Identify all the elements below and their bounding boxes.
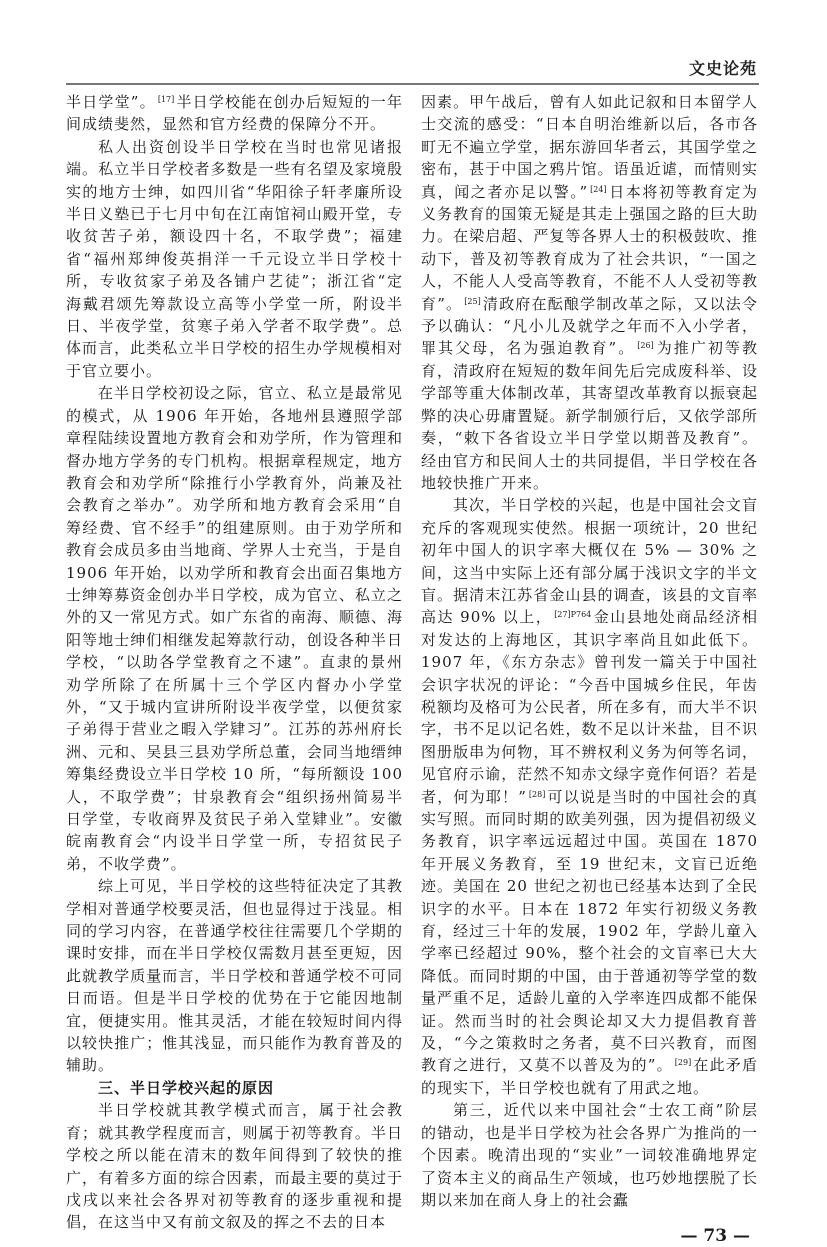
citation-ref: [24]: [590, 184, 607, 194]
paragraph: [66, 875, 403, 1077]
right-text-column: [421, 91, 758, 1247]
paragraph-text: 因素。甲午战后，曾有人如此记叙和日本留学人士交流的感受：“日本自明治维新以后，各市各町无不遍立学堂，据东游回华者云，其国学堂之密布，甚于中国之鸦片馆。语虽近谑，而情则实真，闻之者亦足以警。”: [421, 93, 758, 201]
citation-ref: [17]: [157, 95, 175, 104]
paragraph-text: 可以说是当时的中国社会的真实写照。而同时期的欧美列强，因为提倡初级义务教育，识字率远远超过中国。英国在 1870 年开展义务教育，至 19 世纪末，文盲已近绝迹。美国在 20 世纪之初也已经基本达到了全民识字的水平。日本在 1872 年实行初级义务教育，经过三十年的发展，1902 年，学龄儿童入学率已经超过 90%，整个社会的文盲率已大大降低。而同时期的中国，由于普通初等学堂的数量严重不足，适龄儿童的入学率连四成都不能保证。然而当时的社会舆论却又大力提倡教育普及，“今之策救时之务者，莫不曰兴教育，而图教育之进行，又莫不以普及为的”。: [421, 787, 758, 1075]
header-divider: [66, 83, 759, 85]
paragraph-text: 其次，半日学校的兴起，也是中国社会文盲充斥的客观现实使然。根据一项统计，20 世纪初年中国人的识字率大概仅在 5% — 30% 之间，这当中实际上还有部分属于浅识文字的半文盲。据清末江苏省金山县的调查，该县的文盲率高达 90% 以上，: [421, 496, 758, 627]
paragraph-text: 半日学堂”。: [66, 93, 156, 111]
paragraph-text: 清政府在酝酿学制改革之际，又以法令予以确认：“凡小儿及就学之年而不入小学者，罪其父母，名为强迫教育”。: [421, 294, 758, 358]
paragraph-text: 金山县地处商品经济相对发达的上海地区，其识字率尚且如此低下。1907 年，《东方杂志》曾刊发一篇关于中国社会识字状况的评论：“今吾中国城乡住民，年齿税额均及格可为公民者，所在多有，而大半不识字，书不足以记名姓，数不足以计米盐，目不识图册版串为何物，耳不辨权利义务为何等名词，见官府示谕，茫然不知赤文绿字竟作何语？若是者，何为耶！”: [421, 608, 758, 806]
citation-ref: [25]: [464, 296, 481, 306]
paragraph: [66, 91, 403, 136]
paragraph-text: 为推广初等教育，清政府在短短的数年间先后完成废科举、设学部等重大体制改革，其寄望改革教育以振衰起弊的决心毋庸置疑。新学制颁行后，又依学部所奏，“敕下各省设立半日学堂以期普及教育”。经由官方和民间人士的共同提倡，半日学校在各地较快推广开来。: [421, 339, 758, 492]
paragraph-text: 半日学校能在创办后短短的一年间成绩斐然，显然和官方经费的保障分不开。: [66, 93, 403, 134]
paragraph-text: 第三，近代以来中国社会“士农工商”阶层的错动，也是半日学校为社会各界广为推尚的一个因素。晚清出现的“实业”一词较准确地界定了资本主义的商品生产领域，也巧妙地摆脱了长期以来加在商人身上的社会蠹: [421, 1101, 758, 1209]
paragraph-text: 半日学校就其教学模式而言，属于社会教育；就其教学程度而言，则属于初等教育。半日学校之所以能在清末的数年间得到了较快的推广，有着多方面的综合因素，而最主要的莫过于戊戌以来社会各界对初等教育的逐步重视和提倡，在这当中又有前文叙及的挥之不去的日本: [66, 1101, 403, 1232]
paragraph: [421, 494, 758, 1099]
paragraph-text: 综上可见，半日学校的这些特征决定了其教学相对普通学校要灵活，但也显得过于浅显。相同的学习内容，在普通学校往往需要几个学期的课时安排，而在半日学校仅需数月甚至更短，因此就教学质量而言，半日学校和普通学校不可同日而语。但是半日学校的优势在于它能因地制宜，便捷实用。惟其灵活，才能在较短时间内得以较快推广；惟其浅显，而只能作为教育普及的辅助。: [66, 877, 403, 1075]
paragraph: [66, 1099, 403, 1233]
paragraph: [66, 136, 403, 382]
paragraph: [421, 91, 758, 494]
citation-ref: [26]: [637, 341, 654, 351]
paragraph-text: 私人出资创设半日学校在当时也常见诸报端。私立半日学校者多数是一些有名望及家境殷实的地方士绅，如四川省“华阳徐子轩孝廉所设半日义塾已于七月中旬在江南馆祠山殿开堂，专收贫苦子弟，额设四十名，不取学费”；福建省“福州郑绅俊英捐洋一千元设立半日学校十所，专收贫家子弟及各铺户艺徒”；浙江省“定海戴君颂先筹款设立高等小学堂一所，附设半日、半夜学堂，贫寒子弟入学者不取学费”。总体而言，此类私立半日学校的招生办学规模相对于官立要小。: [66, 137, 403, 380]
paragraph-text: 日本将初等教育定为义务教育的国策无疑是其走上强国之路的巨大助力。在梁启超、严复等各界人士的积极鼓吹、推动下，普及初等教育成为了社会共识，“一国之人，不能人人受高等教育，不能不人人受初等教育”。: [421, 182, 758, 313]
page-number: — 73 —: [680, 1226, 750, 1247]
left-text-column: [66, 91, 403, 1234]
paragraph-text: 在半日学校初设之际，官立、私立是最常见的模式，从 1906 年开始，各地州县遵照学部章程陆续设置地方教育会和劝学所，作为管理和督办地方学务的专门机构。根据章程规定，地方教育会和劝学所“除推行小学教育外，尚兼及社会教育之举办”。劝学所和地方教育会采用“自筹经费、官不经手”的组建原则。由于劝学所和教育会成员多由当地商、学界人士充当，于是自 1906 年开始，以劝学所和教育会出面召集地方士绅筹募资金创办半日学校，成为官立、私立之外的又一常见方式。如广东省的南海、顺德、海阳等地士绅们相继发起筹款行动，创设各种半日学校，“以助各学堂教育之不逮”。直隶的景州劝学所除了在所属十三个学区内督办小学堂外，“又于城内宣讲所附设半夜学堂，以便贫家子弟得于营业之暇入学肄习”。江苏的苏州府长洲、元和、吴县三县劝学所总董，会同当地缙绅筹集经费设立半日学校 10 所，“每所额设 100 人，不取学费”；甘泉教育会“组织扬州简易半日学堂，专收商界及贫民子弟入堂肄业”。安徽皖南教育会“内设半日学堂一所，专招贫民子弟，不收学费”。: [66, 384, 403, 873]
paragraph: [66, 382, 403, 875]
citation-ref: [27]P764: [554, 610, 592, 620]
paragraph-text: 在此矛盾的现实下，半日学校也就有了用武之地。: [421, 1056, 758, 1097]
journal-section-title: 文史论苑: [688, 59, 757, 78]
citation-ref: [29]: [674, 1058, 692, 1068]
paragraph-text: 三、半日学校兴起的原因: [98, 1078, 275, 1097]
section-heading: [66, 1077, 403, 1099]
paragraph: [421, 1099, 758, 1211]
citation-ref: [28]: [528, 789, 546, 799]
